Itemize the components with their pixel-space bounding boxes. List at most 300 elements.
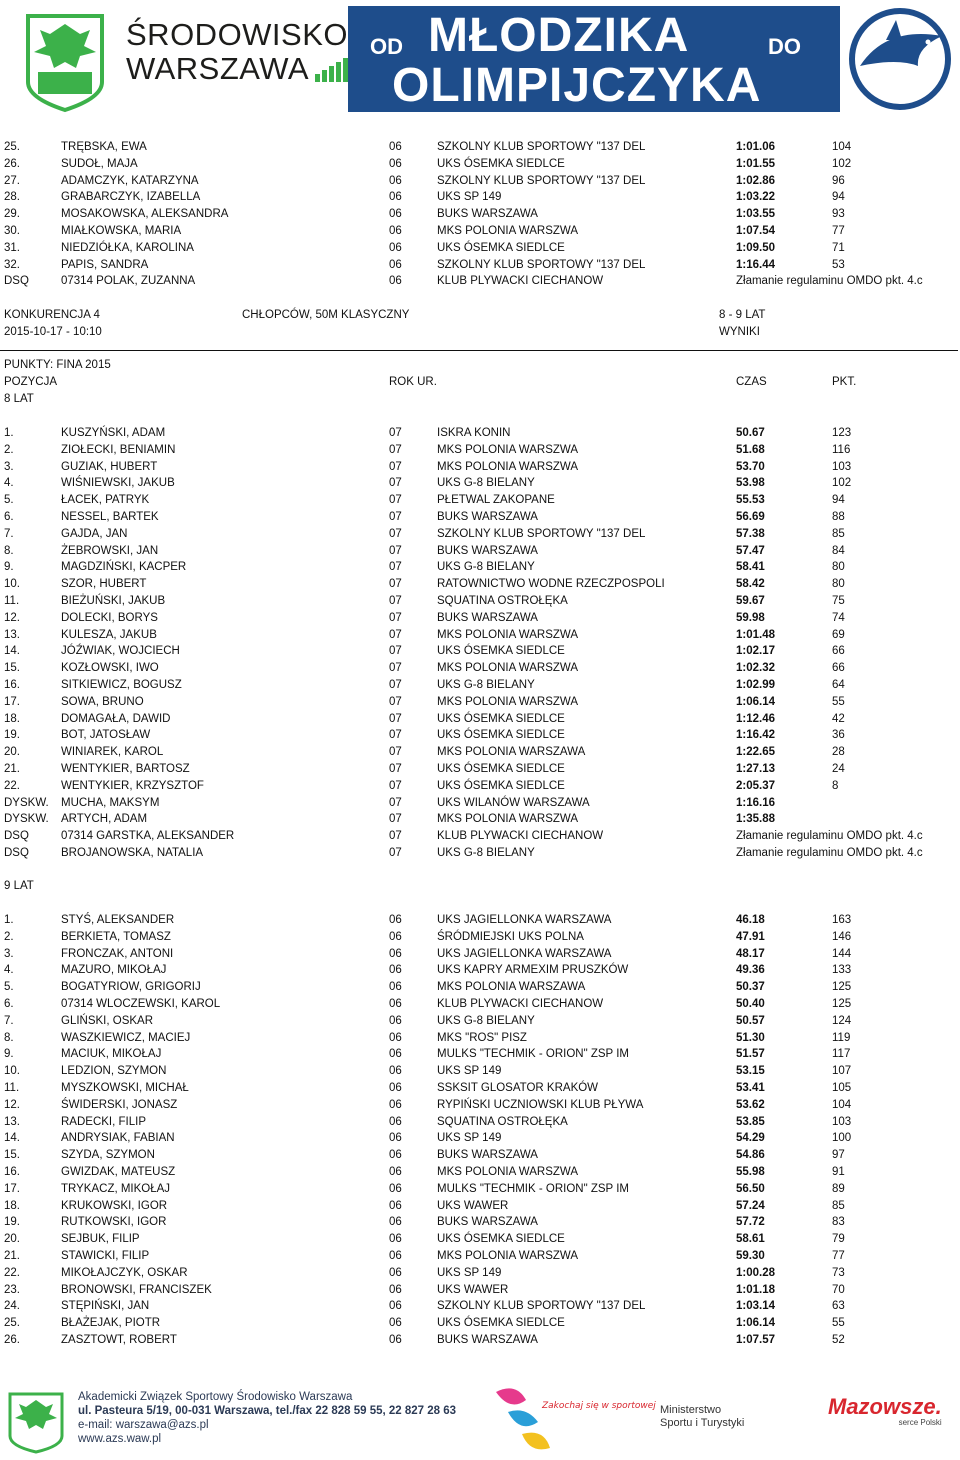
row-points: 104 — [832, 1098, 852, 1111]
row-position: 22. — [4, 1266, 20, 1279]
org-name — [126, 17, 349, 108]
row-points: 85 — [832, 527, 845, 540]
event-name: CHŁOPCÓW, 50M KLASYCZNY — [242, 309, 410, 321]
row-time: 1:06.14 — [736, 1317, 776, 1330]
row-time: 50.57 — [736, 1014, 765, 1027]
row-name: BROJANOWSKA, NATALIA — [61, 847, 204, 859]
row-position: 20. — [4, 1233, 20, 1246]
row-name: BIEŻUŃSKI, JAKUB — [61, 595, 166, 607]
row-name: WENTYKIER, KRZYSZTOF — [61, 779, 204, 792]
row-club: UKS G-8 BIELANY — [437, 679, 535, 691]
footer-www: www.azs.waw.pl — [78, 1433, 162, 1445]
table-row — [0, 1214, 960, 1231]
row-name: GAJDA, JAN — [61, 527, 128, 540]
table-row — [0, 442, 960, 459]
row-club: UKS SP 149 — [437, 1132, 502, 1145]
row-year: 06 — [389, 1115, 402, 1128]
table-row — [0, 845, 960, 862]
row-name: KULESZA, JAKUB — [61, 628, 157, 641]
row-club: SZKOLNY KLUB SPORTOWY "137 DEL — [437, 527, 646, 540]
row-name: SZOR, HUBERT — [61, 578, 147, 591]
table-row — [0, 1198, 960, 1215]
row-name: MIAŁKOWSKA, MARIA — [61, 225, 182, 237]
row-time: 1:27.13 — [736, 763, 776, 775]
row-club: MKS POLONIA WARSZWA — [437, 443, 578, 456]
row-year: 07 — [389, 611, 402, 624]
row-year: 06 — [389, 1031, 402, 1044]
row-name: LEDZION, SZYMON — [61, 1065, 167, 1078]
row-name: MUCHA, MAKSYM — [61, 796, 160, 809]
table-row — [0, 189, 960, 206]
row-year: 07 — [389, 796, 402, 809]
row-time: 1:03.55 — [736, 208, 776, 221]
row-position: 26. — [4, 1334, 20, 1346]
row-name: SUDOŁ, MAJA — [61, 157, 138, 170]
row-club: ŚRÓDMIEJSKI UKS POLNA — [437, 930, 584, 943]
row-points: 125 — [832, 981, 852, 994]
row-time: 1:02.17 — [736, 645, 776, 658]
row-year: 07 — [389, 712, 402, 725]
row-name: GRABARCZYK, IZABELLA — [61, 191, 201, 204]
row-position: 6. — [4, 511, 14, 523]
row-position: 14. — [4, 645, 20, 658]
row-club: UKS G-8 BIELANY — [437, 477, 535, 490]
row-club: KLUB PLYWACKI CIECHANOW — [437, 830, 604, 843]
event-banner — [348, 6, 840, 112]
row-year: 07 — [389, 847, 402, 859]
table-row — [0, 1332, 960, 1349]
row-name: MACIUK, MIKOŁAJ — [61, 1048, 162, 1061]
row-year: 07 — [389, 813, 402, 826]
bars-icon — [315, 56, 348, 82]
row-points: 75 — [832, 595, 845, 607]
row-name: TRYKACZ, MIKOŁAJ — [61, 1182, 171, 1195]
page-header — [0, 0, 960, 118]
table-row — [0, 459, 960, 476]
row-points: 74 — [832, 611, 845, 624]
row-club: MKS POLONIA WARSZWA — [437, 460, 578, 473]
row-club: BUKS WARSZAWA — [437, 1216, 538, 1229]
row-points: 66 — [832, 662, 845, 675]
row-time: 50.67 — [736, 427, 765, 439]
row-position: 18. — [4, 1199, 20, 1212]
row-club: MKS "ROS" PISZ — [437, 1031, 527, 1044]
row-name: GWIZDAK, MATEUSZ — [61, 1166, 176, 1178]
row-position: 4. — [4, 477, 14, 490]
table-row — [0, 627, 960, 644]
row-time: 1:09.50 — [736, 241, 776, 254]
row-points: 55 — [832, 1317, 845, 1330]
row-year: 06 — [389, 981, 402, 994]
row-year: 07 — [389, 460, 402, 473]
row-club: RYPIŃSKI UCZNIOWSKI KLUB PŁYWA — [437, 1098, 644, 1111]
row-name: WINIAREK, KAROL — [61, 746, 164, 759]
row-position: 12. — [4, 1098, 20, 1111]
table-row — [0, 778, 960, 795]
table-row — [0, 526, 960, 543]
row-year: 06 — [389, 1283, 402, 1296]
row-time: 1:06.14 — [736, 695, 776, 708]
row-club: UKS ÓSEMKA SIEDLCE — [437, 1317, 565, 1330]
row-time: 2:05.37 — [736, 779, 776, 792]
row-points: 103 — [832, 1115, 852, 1128]
row-position: 3. — [4, 460, 14, 473]
row-club: MULKS "TECHMIK - ORION" ZSP IM — [437, 1048, 629, 1061]
row-time: 1:02.86 — [736, 174, 776, 187]
row-position: 10. — [4, 1065, 20, 1078]
row-year: 06 — [389, 998, 402, 1010]
row-time: 50.37 — [736, 981, 765, 994]
table-row — [0, 811, 960, 828]
row-club: MKS POLONIA WARSZWA — [437, 662, 578, 675]
row-points: 63 — [832, 1300, 845, 1313]
row-club: MKS POLONIA WARSZAWA — [437, 981, 586, 994]
table-row — [0, 223, 960, 240]
ministry-logo — [660, 1404, 744, 1430]
row-points: 116 — [832, 443, 851, 456]
row-year: 06 — [389, 1132, 402, 1145]
row-points: 52 — [832, 1334, 845, 1346]
row-points: 83 — [832, 1216, 845, 1229]
row-club: UKS ÓSEMKA SIEDLCE — [437, 779, 565, 792]
row-position: 25. — [4, 141, 20, 153]
row-name: GLIŃSKI, OSKAR — [61, 1014, 154, 1027]
row-club: MKS POLONIA WARSZWA — [437, 225, 578, 237]
row-position: 14. — [4, 1132, 20, 1145]
row-time: 1:35.88 — [736, 813, 776, 826]
row-year: 06 — [389, 1065, 402, 1078]
row-club: UKS JAGIELLONKA WARSZAWA — [437, 914, 612, 926]
row-points: 28 — [832, 746, 845, 759]
row-name: FRONCZAK, ANTONI — [61, 947, 174, 960]
table-row — [0, 593, 960, 610]
row-name: SOWA, BRUNO — [61, 695, 144, 708]
row-year: 07 — [389, 662, 402, 675]
row-position: 2. — [4, 443, 14, 456]
table-row — [0, 1097, 960, 1114]
table-row — [0, 1298, 960, 1315]
row-points: 123 — [832, 427, 852, 439]
competition-label: KONKURENCJA 4 — [4, 309, 100, 321]
row-position: 23. — [4, 1283, 20, 1296]
row-position: 8. — [4, 544, 14, 557]
row-club: UKS WAWER — [437, 1199, 509, 1212]
row-club: MKS POLONIA WARSZWA — [437, 1166, 578, 1178]
row-year: 07 — [389, 746, 402, 759]
row-position: 3. — [4, 947, 14, 960]
table-row — [0, 677, 960, 694]
row-points: 8 — [832, 779, 839, 792]
row-name: ŁACEK, PATRYK — [61, 494, 150, 507]
row-year: 06 — [389, 1098, 402, 1111]
row-time: 54.86 — [736, 1149, 765, 1162]
row-time: 1:03.22 — [736, 191, 776, 204]
row-points: 105 — [832, 1082, 852, 1094]
table-row — [0, 1046, 960, 1063]
table-row — [0, 1080, 960, 1097]
table-row — [0, 1147, 960, 1164]
row-name: ADAMCZYK, KATARZYNA — [61, 174, 199, 187]
table-row — [0, 1231, 960, 1248]
row-time: 57.24 — [736, 1199, 765, 1212]
row-points: 100 — [832, 1132, 852, 1145]
row-points: 77 — [832, 1250, 845, 1262]
row-time: 57.47 — [736, 544, 765, 557]
table-row — [0, 962, 960, 979]
row-position: 7. — [4, 527, 14, 540]
row-year: 06 — [389, 1082, 402, 1094]
table-row — [0, 273, 960, 290]
row-club: RATOWNICTWO WODNE RZECZPOSPOLI — [437, 578, 665, 591]
row-position: 8. — [4, 1031, 14, 1044]
table-row — [0, 694, 960, 711]
row-time: 50.40 — [736, 998, 765, 1010]
row-points: 146 — [832, 930, 852, 943]
row-points: 42 — [832, 712, 845, 725]
table-row — [0, 257, 960, 274]
row-points: 124 — [832, 1014, 852, 1027]
row-position: 5. — [4, 981, 14, 994]
row-name: GUZIAK, HUBERT — [61, 460, 158, 473]
row-name: MAGDZIŃSKI, KACPER — [61, 561, 187, 574]
row-club: SSKSIT GLOSATOR KRAKÓW — [437, 1082, 599, 1094]
row-year: 07 — [389, 595, 402, 607]
mazowsze-sub: serce Polski — [898, 1418, 942, 1427]
row-year: 06 — [389, 914, 402, 926]
table-row — [0, 1265, 960, 1282]
row-club: BUKS WARSZAWA — [437, 544, 538, 557]
row-club: UKS SP 149 — [437, 191, 502, 204]
row-points: 117 — [832, 1048, 851, 1061]
org-line1: ŚRODOWISKO — [126, 17, 349, 52]
row-position: 17. — [4, 1182, 20, 1195]
row-time: 59.67 — [736, 595, 765, 607]
row-name: KRUKOWSKI, IGOR — [61, 1199, 168, 1212]
row-club: UKS G-8 BIELANY — [437, 847, 535, 859]
row-time: 58.42 — [736, 578, 765, 591]
row-points: 125 — [832, 998, 852, 1010]
col-header-year: ROK UR. — [389, 376, 437, 388]
table-row — [0, 1030, 960, 1047]
footer-address — [78, 1390, 456, 1446]
row-club: MULKS "TECHMIK - ORION" ZSP IM — [437, 1182, 629, 1195]
row-club: MKS POLONIA WARSZWA — [437, 813, 578, 826]
row-name: KUSZYŃSKI, ADAM — [61, 427, 166, 439]
row-year: 06 — [389, 1300, 402, 1313]
row-time: 48.17 — [736, 947, 765, 960]
row-year: 06 — [389, 1149, 402, 1162]
row-time: 56.69 — [736, 511, 765, 523]
table-row — [0, 492, 960, 509]
row-points: 94 — [832, 191, 845, 204]
row-name: STĘPIŃSKI, JAN — [61, 1300, 150, 1313]
row-name: JÓŹWIAK, WOJCIECH — [61, 645, 180, 658]
event-datetime: 2015-10-17 - 10:10 — [4, 326, 102, 338]
row-note: Złamanie regulaminu OMDO pkt. 4.c — [736, 275, 923, 288]
row-time: 53.62 — [736, 1098, 765, 1111]
row-year: 06 — [389, 225, 402, 237]
points-system: PUNKTY: FINA 2015 — [4, 359, 111, 371]
row-time: 1:12.46 — [736, 712, 776, 725]
row-club: UKS KAPRY ARMEXIM PRUSZKÓW — [437, 964, 629, 977]
footer-line1: Akademicki Związek Sportowy Środowisko Warszawa — [78, 1391, 353, 1403]
row-club: KLUB PLYWACKI CIECHANOW — [437, 275, 604, 288]
row-position: 16. — [4, 1166, 20, 1178]
row-year: 06 — [389, 1166, 402, 1178]
row-club: UKS ÓSEMKA SIEDLCE — [437, 1233, 565, 1246]
row-name: TRĘBSKA, EWA — [61, 141, 147, 153]
row-position: 4. — [4, 964, 14, 977]
group-label-9: 9 LAT — [4, 880, 34, 892]
row-name: RUTKOWSKI, IGOR — [61, 1216, 167, 1229]
row-time: 1:07.54 — [736, 225, 776, 237]
row-time: 1:01.18 — [736, 1283, 776, 1296]
row-time: 1:16.16 — [736, 796, 776, 809]
sport-text: Zakochaj się w sportowej — [542, 1401, 656, 1411]
asz-logo-icon — [20, 12, 110, 112]
row-position: 24. — [4, 1300, 20, 1313]
row-name: MYSZKOWSKI, MICHAŁ — [61, 1082, 189, 1094]
row-year: 07 — [389, 477, 402, 490]
row-time: 1:07.57 — [736, 1334, 776, 1346]
row-name: STAWICKI, FILIP — [61, 1250, 150, 1262]
row-name: BERKIETA, TOMASZ — [61, 930, 171, 943]
row-name: NIEDZIÓŁKA, KAROLINA — [61, 241, 194, 254]
row-position: DSQ — [4, 847, 29, 859]
table-row — [0, 156, 960, 173]
row-name: BOGATYRIOW, GRIGORIJ — [61, 981, 201, 994]
footer-line2: ul. Pasteura 5/19, 00-031 Warszawa, tel./fax 22 828 59 55, 22 827 28 63 — [78, 1405, 457, 1417]
row-name: PAPIS, SANDRA — [61, 258, 149, 271]
row-year: 07 — [389, 578, 402, 591]
row-time: 1:16.44 — [736, 258, 776, 271]
row-position: 9. — [4, 561, 14, 574]
row-year: 06 — [389, 141, 402, 153]
row-points: 36 — [832, 729, 845, 742]
mazowsze-text: Mazowsze. — [828, 1394, 942, 1419]
row-name: 07314 GARSTKA, ALEKSANDER — [61, 830, 235, 843]
row-club: MKS POLONIA WARSZAWA — [437, 746, 586, 759]
table-row — [0, 761, 960, 778]
banner-do: DO — [768, 34, 801, 59]
row-name: WENTYKIER, BARTOSZ — [61, 763, 190, 775]
table-row — [0, 139, 960, 156]
row-time: 58.61 — [736, 1233, 765, 1246]
table-row — [0, 1063, 960, 1080]
row-club: UKS ÓSEMKA SIEDLCE — [437, 241, 565, 254]
row-year: 06 — [389, 1199, 402, 1212]
row-year: 06 — [389, 275, 402, 288]
row-time: 1:01.55 — [736, 157, 776, 170]
row-time: 58.41 — [736, 561, 765, 574]
table-row — [0, 1248, 960, 1265]
table-row — [0, 1130, 960, 1147]
row-club: SQUATINA OSTROŁĘKA — [437, 595, 568, 607]
ministry-line2: Sportu i Turystyki — [660, 1417, 745, 1429]
row-name: SEJBUK, FILIP — [61, 1233, 140, 1246]
row-points: 80 — [832, 561, 845, 574]
row-time: 55.98 — [736, 1166, 765, 1178]
table-row — [0, 1013, 960, 1030]
banner-od: OD — [370, 34, 403, 59]
row-points: 66 — [832, 645, 845, 658]
row-year: 07 — [389, 779, 402, 792]
row-time: 1:02.99 — [736, 679, 776, 691]
row-time: 53.85 — [736, 1115, 765, 1128]
row-position: 11. — [4, 595, 20, 607]
row-position: 15. — [4, 662, 20, 675]
row-year: 06 — [389, 1182, 402, 1195]
row-points: 53 — [832, 258, 845, 271]
row-time: 59.98 — [736, 611, 765, 624]
row-club: SZKOLNY KLUB SPORTOWY "137 DEL — [437, 141, 646, 153]
row-club: MKS POLONIA WARSZWA — [437, 628, 578, 641]
row-points: 163 — [832, 914, 852, 926]
row-club: BUKS WARSZAWA — [437, 1149, 538, 1162]
page-footer — [0, 1380, 960, 1460]
table-row — [0, 912, 960, 929]
row-points: 133 — [832, 964, 852, 977]
row-position: 22. — [4, 779, 20, 792]
row-position: 7. — [4, 1014, 14, 1027]
footer-email: e-mail: warszawa@azs.pl — [78, 1419, 209, 1431]
row-points: 104 — [832, 141, 852, 153]
row-position: DSQ — [4, 830, 29, 843]
row-year: 07 — [389, 443, 402, 456]
row-club: SZKOLNY KLUB SPORTOWY "137 DEL — [437, 258, 646, 271]
row-position: DYSKW. — [4, 813, 49, 826]
table-row — [0, 828, 960, 845]
row-name: WASZKIEWICZ, MACIEJ — [61, 1031, 191, 1044]
row-name: BRONOWSKI, FRANCISZEK — [61, 1283, 212, 1296]
table-row — [0, 1181, 960, 1198]
row-position: 17. — [4, 695, 20, 708]
row-club: UKS ÓSEMKA SIEDLCE — [437, 763, 565, 775]
row-name: DOLECKI, BORYS — [61, 611, 158, 624]
row-club: MKS POLONIA WARSZWA — [437, 1250, 578, 1262]
row-name: ANDRYSIAK, FABIAN — [61, 1132, 175, 1145]
row-note: Złamanie regulaminu OMDO pkt. 4.c — [736, 847, 923, 859]
row-year: 06 — [389, 1048, 402, 1061]
row-club: MKS POLONIA WARSZWA — [437, 695, 578, 708]
row-club: UKS ÓSEMKA SIEDLCE — [437, 157, 565, 170]
col-header-time: CZAS — [736, 376, 767, 388]
row-position: 18. — [4, 712, 20, 725]
row-position: 29. — [4, 208, 20, 221]
table-row — [0, 996, 960, 1013]
row-year: 07 — [389, 695, 402, 708]
row-year: 07 — [389, 427, 402, 439]
row-time: 53.98 — [736, 477, 765, 490]
table-row — [0, 1315, 960, 1332]
row-position: 19. — [4, 729, 20, 742]
row-position: 21. — [4, 1250, 20, 1262]
row-year: 06 — [389, 1233, 402, 1246]
row-name: STYŚ, ALEKSANDER — [61, 914, 175, 926]
row-year: 06 — [389, 964, 402, 977]
row-name: ŻEBROWSKI, JAN — [61, 544, 159, 557]
table-row — [0, 206, 960, 223]
row-position: DYSKW. — [4, 796, 49, 809]
row-position: 28. — [4, 191, 20, 204]
row-time: 1:01.48 — [736, 628, 776, 641]
row-position: DSQ — [4, 275, 29, 288]
row-year: 07 — [389, 511, 402, 523]
row-points: 107 — [832, 1065, 852, 1078]
row-year: 07 — [389, 763, 402, 775]
row-club: SQUATINA OSTROŁĘKA — [437, 1115, 568, 1128]
row-time: 51.57 — [736, 1048, 765, 1061]
